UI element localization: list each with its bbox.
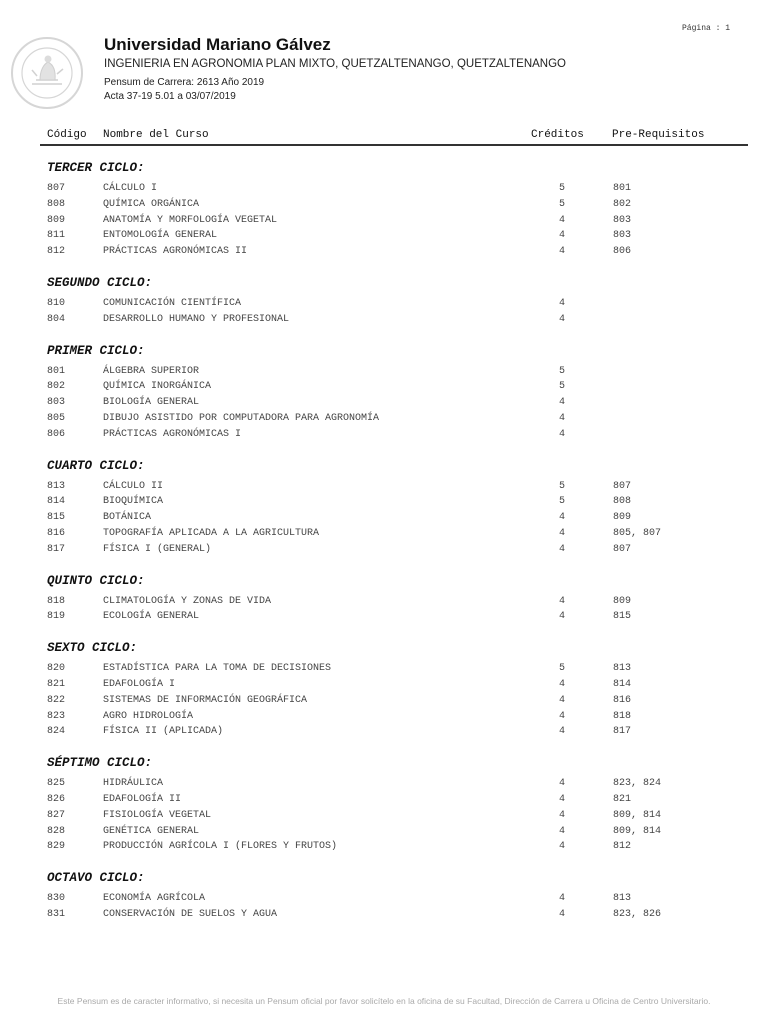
- course-row: [0, 527, 768, 543]
- course-name: TOPOGRAFÍA APLICADA A LA AGRICULTURA: [103, 527, 320, 539]
- course-code: 805: [47, 412, 66, 424]
- course-prereqs: 807: [613, 543, 632, 555]
- course-credits: 4: [559, 595, 566, 607]
- course-code: 817: [47, 543, 66, 555]
- course-name: ESTADÍSTICA PARA LA TOMA DE DECISIONES: [103, 663, 332, 675]
- course-row: [0, 694, 768, 710]
- course-credits: 5: [559, 183, 566, 194]
- course-credits: 4: [559, 230, 566, 242]
- course-code: 802: [47, 381, 66, 393]
- course-name: PRÁCTICAS AGRONÓMICAS II: [103, 246, 248, 258]
- course-credits: 4: [559, 412, 566, 424]
- course-credits: 5: [559, 365, 566, 377]
- cycle-title: SEGUNDO CICLO:: [47, 275, 153, 290]
- course-name: SISTEMAS DE INFORMACIÓN GEOGRÁFICA: [103, 694, 308, 706]
- course-row: [0, 412, 768, 428]
- course-code: 825: [47, 778, 66, 790]
- course-prereqs: 809: [613, 595, 632, 607]
- course-code: 809: [47, 214, 66, 226]
- cycle-section: [0, 454, 768, 559]
- course-code: 829: [47, 841, 66, 853]
- course-credits: 5: [559, 198, 566, 210]
- course-credits: 4: [559, 710, 566, 722]
- col-header-name: Nombre del Curso: [103, 129, 209, 141]
- course-code: 811: [47, 230, 66, 242]
- header-divider: [40, 144, 748, 146]
- course-credits: 4: [559, 841, 566, 853]
- course-credits: 4: [559, 297, 566, 309]
- course-row: [0, 595, 768, 611]
- cycle-section: [0, 339, 768, 444]
- cycle-title: CUARTO CICLO:: [47, 458, 145, 473]
- course-name: DESARROLLO HUMANO Y PROFESIONAL: [103, 313, 290, 325]
- course-code: 828: [47, 825, 66, 837]
- cycle-section: [0, 569, 768, 627]
- cycle-section: [0, 156, 768, 261]
- course-row: [0, 198, 768, 214]
- course-prereqs: 812: [613, 841, 632, 853]
- course-row: [0, 662, 768, 678]
- cycle-title: TERCER CICLO:: [47, 161, 145, 175]
- course-row: [0, 428, 768, 444]
- pensum-info: Pensum de Carrera: 2613 Año 2019: [104, 77, 265, 88]
- course-name: ECOLOGÍA GENERAL: [103, 611, 200, 623]
- course-prereqs: 813: [613, 663, 632, 675]
- course-credits: 4: [559, 726, 566, 738]
- course-credits: 4: [559, 543, 566, 555]
- course-list: [0, 156, 768, 934]
- course-row: [0, 543, 768, 559]
- course-prereqs: 818: [613, 710, 632, 722]
- course-name: FISIOLOGÍA VEGETAL: [103, 809, 212, 821]
- course-code: 818: [47, 595, 66, 607]
- course-name: ANATOMÍA Y MORFOLOGÍA VEGETAL: [103, 214, 278, 226]
- course-name: CLIMATOLOGÍA Y ZONAS DE VIDA: [103, 595, 272, 607]
- course-prereqs: 805, 807: [613, 527, 662, 539]
- course-name: CONSERVACIÓN DE SUELOS Y AGUA: [103, 908, 278, 920]
- course-row: [0, 245, 768, 261]
- course-prereqs: 809, 814: [613, 825, 662, 837]
- course-credits: 4: [559, 527, 566, 539]
- course-code: 807: [47, 183, 66, 194]
- cycle-title: SÉPTIMO CICLO:: [47, 756, 153, 771]
- course-row: [0, 793, 768, 809]
- course-prereqs: 816: [613, 694, 632, 706]
- program-name: INGENIERIA EN AGRONOMIA PLAN MIXTO, QUETZALTENANGO, QUETZALTENANGO: [104, 58, 566, 70]
- course-name: DIBUJO ASISTIDO POR COMPUTADORA PARA AGRONOMÍA: [103, 412, 380, 424]
- course-credits: 5: [559, 496, 566, 508]
- course-row: [0, 725, 768, 741]
- course-code: 813: [47, 480, 66, 492]
- university-name: Universidad Mariano Gálvez: [104, 35, 331, 54]
- course-prereqs: 813: [613, 893, 632, 905]
- course-code: 810: [47, 297, 66, 309]
- course-row: [0, 396, 768, 412]
- course-code: 821: [47, 678, 66, 690]
- course-code: 827: [47, 809, 66, 821]
- course-row: [0, 297, 768, 313]
- course-row: [0, 380, 768, 396]
- course-row: [0, 182, 768, 198]
- course-name: CÁLCULO II: [103, 480, 164, 492]
- cycle-section: [0, 751, 768, 856]
- course-row: [0, 610, 768, 626]
- course-credits: 4: [559, 778, 566, 790]
- course-code: 815: [47, 512, 66, 524]
- course-prereqs: 808: [613, 496, 632, 508]
- course-row: [0, 495, 768, 511]
- course-code: 826: [47, 793, 66, 805]
- course-name: BIOLOGÍA GENERAL: [103, 397, 200, 409]
- course-prereqs: 809, 814: [613, 809, 662, 821]
- course-code: 824: [47, 726, 66, 738]
- course-name: PRODUCCIÓN AGRÍCOLA I (FLORES Y FRUTOS): [103, 841, 338, 853]
- course-credits: 4: [559, 809, 566, 821]
- course-prereqs: 807: [613, 480, 632, 492]
- course-name: QUÍMICA ORGÁNICA: [103, 198, 200, 210]
- cycle-section: [0, 636, 768, 741]
- course-row: [0, 214, 768, 230]
- course-name: ENTOMOLOGÍA GENERAL: [103, 230, 218, 242]
- course-prereqs: 801: [613, 183, 632, 194]
- course-name: EDAFOLOGÍA II: [103, 793, 182, 805]
- course-credits: 5: [559, 663, 566, 675]
- course-credits: 4: [559, 611, 566, 623]
- col-header-code: Código: [47, 129, 87, 141]
- course-name: BOTÁNICA: [103, 512, 152, 524]
- course-row: [0, 908, 768, 924]
- course-code: 822: [47, 694, 66, 706]
- course-code: 801: [47, 365, 66, 377]
- course-name: HIDRÁULICA: [103, 778, 164, 790]
- course-name: COMUNICACIÓN CIENTÍFICA: [103, 297, 242, 309]
- course-prereqs: 821: [613, 793, 632, 805]
- course-name: EDAFOLOGÍA I: [103, 678, 176, 690]
- course-prereqs: 814: [613, 678, 632, 690]
- course-credits: 4: [559, 694, 566, 706]
- course-name: CÁLCULO I: [103, 183, 158, 194]
- acta-info: Acta 37-19 5.01 a 03/07/2019: [104, 91, 236, 102]
- course-name: QUÍMICA INORGÁNICA: [103, 381, 212, 393]
- course-row: [0, 809, 768, 825]
- course-row: [0, 511, 768, 527]
- course-credits: 4: [559, 214, 566, 226]
- page-number: Página : 1: [681, 24, 730, 33]
- cycle-title: PRIMER CICLO:: [47, 343, 145, 358]
- course-name: GENÉTICA GENERAL: [103, 825, 200, 837]
- course-name: PRÁCTICAS AGRONÓMICAS I: [103, 428, 242, 440]
- course-row: [0, 825, 768, 841]
- course-credits: 4: [559, 908, 566, 920]
- course-credits: 4: [559, 825, 566, 837]
- course-code: 820: [47, 663, 66, 675]
- course-code: 808: [47, 198, 66, 210]
- course-name: BIOQUÍMICA: [103, 496, 164, 508]
- course-credits: 5: [559, 381, 566, 393]
- course-code: 803: [47, 397, 66, 409]
- course-name: ÁLGEBRA SUPERIOR: [103, 365, 200, 377]
- course-row: [0, 678, 768, 694]
- course-row: [0, 480, 768, 496]
- course-credits: 4: [559, 428, 566, 440]
- course-prereqs: 802: [613, 198, 632, 210]
- course-name: FÍSICA II (APLICADA): [103, 726, 224, 738]
- course-code: 806: [47, 428, 66, 440]
- course-prereqs: 823, 824: [613, 778, 662, 790]
- course-row: [0, 777, 768, 793]
- course-name: FÍSICA I (GENERAL): [103, 543, 212, 555]
- course-code: 823: [47, 710, 66, 722]
- course-credits: 4: [559, 246, 566, 258]
- course-credits: 4: [559, 512, 566, 524]
- course-code: 830: [47, 893, 66, 905]
- footer-disclaimer: Este Pensum es de caracter informativo, si necesita un Pensum oficial por favor solicítelo en la oficina de su Facultad, Dirección de Carrera u Oficina de Centro Universitario.: [57, 996, 711, 1006]
- course-prereqs: 823, 826: [613, 908, 662, 920]
- course-credits: 5: [559, 480, 566, 492]
- cycle-title: OCTAVO CICLO:: [47, 871, 145, 886]
- course-code: 812: [47, 246, 66, 258]
- course-code: 814: [47, 496, 66, 508]
- course-prereqs: 806: [613, 246, 632, 258]
- cycle-section: [0, 866, 768, 924]
- course-code: 831: [47, 908, 66, 920]
- course-credits: 4: [559, 678, 566, 690]
- course-prereqs: 809: [613, 512, 632, 524]
- course-name: AGRO HIDROLOGÍA: [103, 710, 194, 722]
- course-code: 819: [47, 611, 66, 623]
- course-prereqs: 817: [613, 726, 632, 738]
- table-header: [0, 129, 768, 143]
- col-header-prereq: Pre-Requisitos: [612, 129, 705, 141]
- course-row: [0, 313, 768, 329]
- course-name: ECONOMÍA AGRÍCOLA: [103, 893, 206, 905]
- cycle-title: QUINTO CICLO:: [47, 573, 145, 588]
- course-row: [0, 892, 768, 908]
- course-prereqs: 803: [613, 214, 632, 226]
- course-code: 816: [47, 527, 66, 539]
- course-credits: 4: [559, 793, 566, 805]
- course-prereqs: 815: [613, 611, 632, 623]
- course-row: [0, 840, 768, 856]
- course-prereqs: 803: [613, 230, 632, 242]
- cycle-section: [0, 271, 768, 329]
- cycle-title: SEXTO CICLO:: [47, 641, 138, 656]
- course-credits: 4: [559, 313, 566, 325]
- university-seal-logo: [10, 36, 84, 110]
- col-header-credits: Créditos: [531, 129, 584, 141]
- course-row: [0, 365, 768, 381]
- course-credits: 4: [559, 397, 566, 409]
- course-row: [0, 229, 768, 245]
- course-credits: 4: [559, 893, 566, 905]
- course-code: 804: [47, 313, 66, 325]
- course-row: [0, 710, 768, 726]
